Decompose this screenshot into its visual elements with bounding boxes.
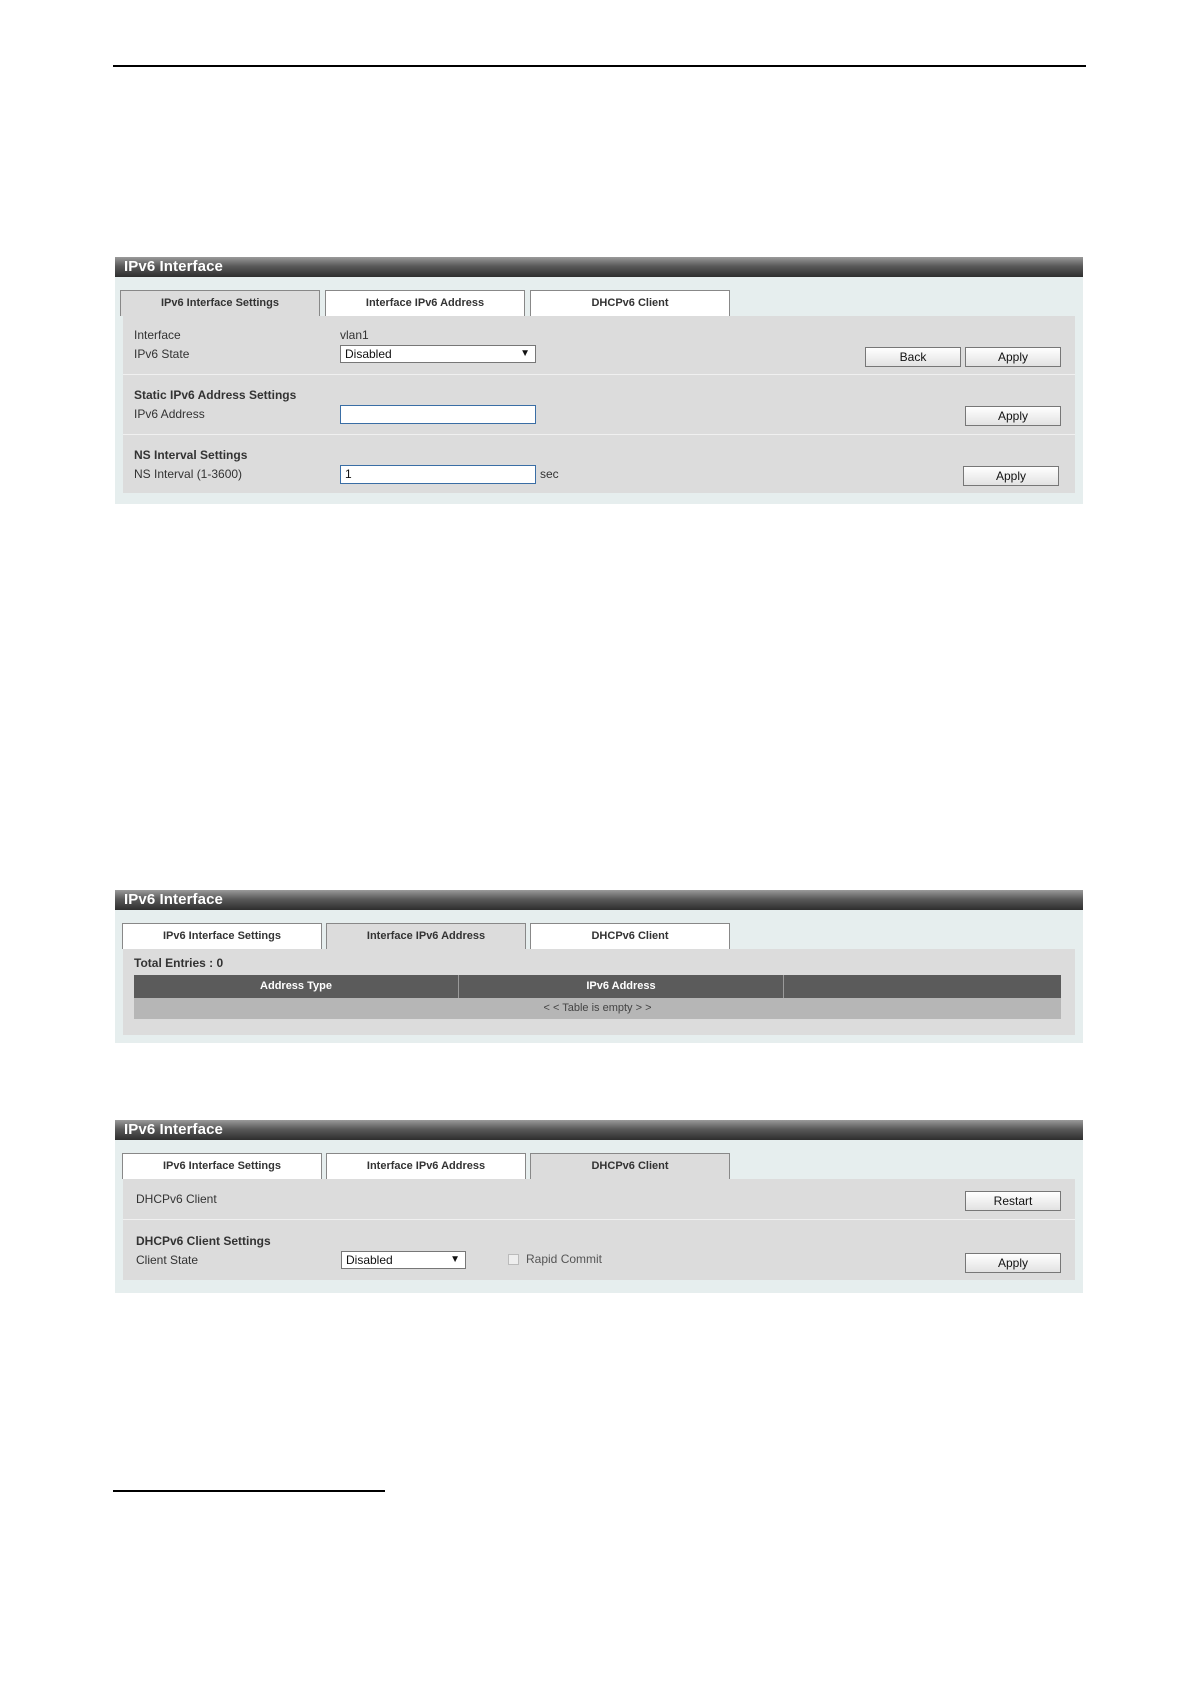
tab-ipv6-interface-settings[interactable]: IPv6 Interface Settings	[120, 290, 320, 316]
client-state-label: Client State	[136, 1253, 199, 1267]
dhcpv6-settings-section	[123, 1220, 1075, 1280]
rapid-commit-checkbox[interactable]	[508, 1254, 519, 1265]
tab-bar	[115, 923, 1083, 949]
tab-bar	[115, 290, 1083, 316]
tab-content	[123, 1179, 1075, 1280]
ipv6-address-table	[134, 975, 1061, 1019]
panel-title: IPv6 Interface	[115, 890, 1083, 910]
tab-dhcpv6-client[interactable]: DHCPv6 Client	[530, 290, 730, 316]
ns-interval-unit: sec	[540, 467, 559, 481]
panel-title: IPv6 Interface	[115, 257, 1083, 277]
footnote-rule	[113, 1490, 385, 1492]
restart-button[interactable]: Restart	[965, 1191, 1061, 1211]
interface-section	[123, 316, 1075, 375]
tab-interface-ipv6-address[interactable]: Interface IPv6 Address	[326, 923, 526, 949]
panel-title: IPv6 Interface	[115, 1120, 1083, 1140]
apply-state-button[interactable]: Apply	[965, 347, 1061, 367]
interface-label: Interface	[134, 328, 181, 342]
tab-dhcpv6-client[interactable]: DHCPv6 Client	[530, 1153, 730, 1179]
ipv6-state-select[interactable]	[340, 345, 536, 363]
ns-interval-input[interactable]: 1	[340, 465, 536, 484]
interface-value: vlan1	[340, 328, 369, 342]
dropdown-arrow-icon: ▼	[450, 1254, 460, 1265]
client-state-select[interactable]	[341, 1251, 466, 1269]
ipv6-interface-panel-dhcpv6	[115, 1120, 1083, 1293]
ns-interval-section	[123, 435, 1075, 493]
dhcpv6-settings-title: DHCPv6 Client Settings	[136, 1234, 271, 1248]
tab-content	[123, 949, 1075, 1035]
table-empty-row: < < Table is empty > >	[134, 998, 1061, 1019]
apply-client-state-button[interactable]: Apply	[965, 1253, 1061, 1273]
ipv6-address-input[interactable]	[340, 405, 536, 424]
tab-interface-ipv6-address[interactable]: Interface IPv6 Address	[325, 290, 525, 316]
ipv6-interface-panel-address	[115, 890, 1083, 1043]
table-header	[134, 975, 1061, 998]
tab-ipv6-interface-settings[interactable]: IPv6 Interface Settings	[122, 1153, 322, 1179]
apply-ipv6-address-button[interactable]: Apply	[965, 406, 1061, 426]
dropdown-arrow-icon: ▼	[520, 348, 530, 359]
ipv6-state-label: IPv6 State	[134, 347, 190, 361]
ipv6-state-value: Disabled	[345, 347, 392, 361]
ns-interval-label: NS Interval (1-3600)	[134, 467, 243, 481]
ipv6-address-label: IPv6 Address	[134, 407, 205, 421]
rapid-commit-label: Rapid Commit	[526, 1252, 603, 1266]
tab-dhcpv6-client[interactable]: DHCPv6 Client	[530, 923, 730, 949]
back-button[interactable]: Back	[865, 347, 961, 367]
column-header-ipv6-address: IPv6 Address	[459, 975, 784, 998]
tab-bar	[115, 1153, 1083, 1179]
ns-interval-title: NS Interval Settings	[134, 448, 248, 462]
column-header-blank	[784, 975, 1061, 998]
tab-interface-ipv6-address[interactable]: Interface IPv6 Address	[326, 1153, 526, 1179]
apply-ns-interval-button[interactable]: Apply	[963, 466, 1059, 486]
top-rule	[113, 65, 1086, 67]
tab-content	[123, 316, 1075, 493]
column-header-address-type: Address Type	[134, 975, 459, 998]
dhcpv6-client-section	[123, 1179, 1075, 1220]
dhcpv6-client-label: DHCPv6 Client	[136, 1192, 217, 1206]
total-entries: Total Entries : 0	[134, 956, 224, 970]
ipv6-interface-panel-settings	[115, 257, 1083, 504]
client-state-value: Disabled	[346, 1253, 393, 1267]
static-ipv6-section	[123, 375, 1075, 435]
static-ipv6-title: Static IPv6 Address Settings	[134, 388, 297, 402]
tab-ipv6-interface-settings[interactable]: IPv6 Interface Settings	[122, 923, 322, 949]
